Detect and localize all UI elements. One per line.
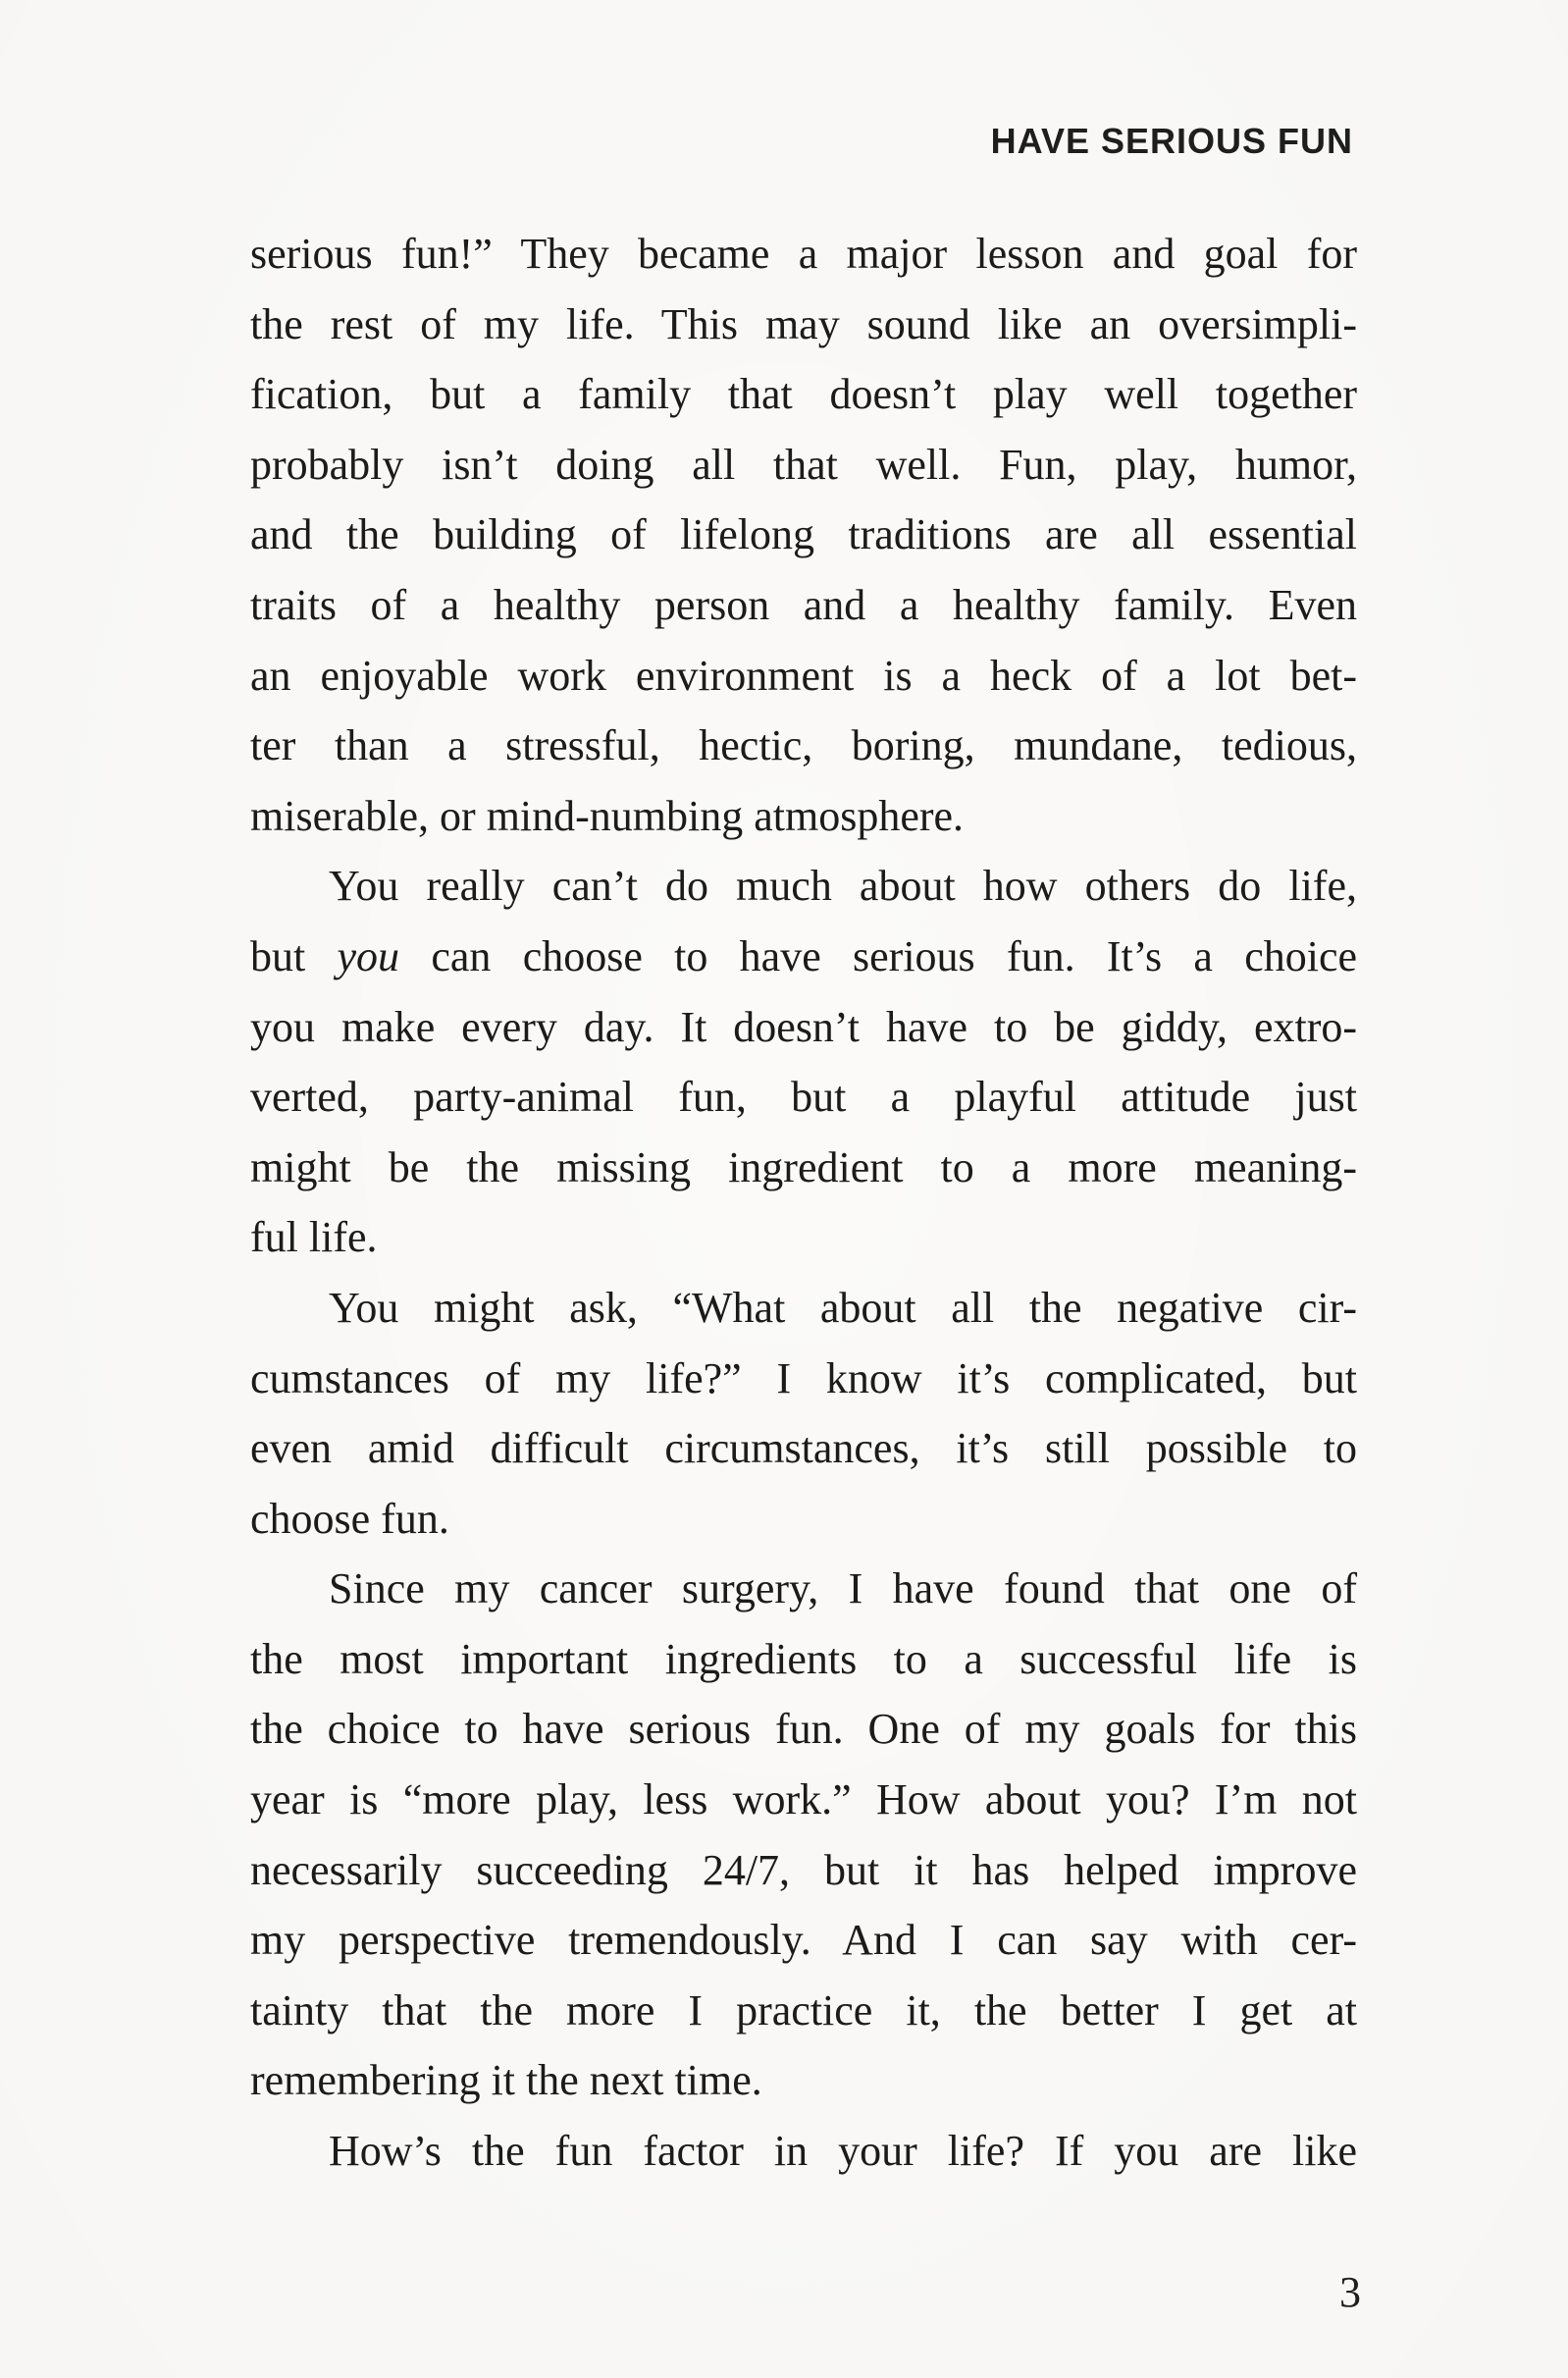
text-line: the choice to have serious fun. One of my goals for this — [250, 1705, 1357, 1754]
page-number: 3 — [1339, 2268, 1361, 2316]
text-line: an enjoyable work environment is a heck of a lot bet- — [250, 651, 1357, 700]
text-line: even amid difficult circumstances, it’s still possible to — [250, 1424, 1357, 1473]
text-line: You might ask, “What about all the negative cir- — [329, 1283, 1357, 1332]
text-line: and the building of lifelong traditions are all essential — [250, 510, 1357, 559]
text-line: traits of a healthy person and a healthy family. Even — [250, 580, 1357, 629]
text-line: miserable, or mind-numbing atmosphere. — [250, 791, 965, 840]
text-line: tainty that the more I practice it, the better I get at — [250, 1985, 1357, 2035]
text-segment: can choose to have serious fun. It’s a choice — [431, 931, 1358, 980]
text-line: choose fun. — [250, 1494, 449, 1543]
body-text — [250, 219, 1357, 2187]
text-line: How’s the fun factor in your life? If you are like — [329, 2127, 1357, 2176]
text-line: Since my cancer surgery, I have found that one of — [329, 1564, 1357, 1613]
text-line: fication, but a family that doesn’t play well together — [250, 370, 1357, 419]
text-line: remembering it the next time. — [250, 2056, 762, 2105]
text-line: verted, party-animal fun, but a playful attitude just — [250, 1073, 1357, 1122]
text-segment: but — [250, 931, 306, 980]
text-line: necessarily succeeding 24/7, but it has helped improve — [250, 1845, 1357, 1894]
text-line: You really can’t do much about how others do life, — [329, 862, 1357, 911]
text-line: probably isn’t doing all that well. Fun, play, humor, — [250, 440, 1357, 489]
text-line-with-emphasis — [250, 922, 1357, 992]
text-line: my perspective tremendously. And I can say with cer- — [250, 1916, 1357, 1965]
text-line: might be the missing ingredient to a more meaning- — [250, 1142, 1357, 1191]
text-line: you make every day. It doesn’t have to be giddy, extro- — [250, 1002, 1357, 1051]
text-line: the rest of my life. This may sound like an oversimpli- — [250, 299, 1357, 348]
running-head-title: HAVE SERIOUS FUN — [990, 121, 1353, 161]
emphasized-word: you — [337, 931, 400, 980]
text-line: cumstances of my life?” I know it’s complicated, but — [250, 1353, 1357, 1402]
text-line: serious fun!” They became a major lesson and goal for — [250, 230, 1357, 278]
text-line: year is “more play, less work.” How about you? I’m not — [250, 1775, 1357, 1824]
text-line: ter than a stressful, hectic, boring, mundane, tedious, — [250, 721, 1357, 770]
text-line: the most important ingredients to a successful life is — [250, 1634, 1357, 1683]
text-line: ful life. — [250, 1213, 378, 1262]
